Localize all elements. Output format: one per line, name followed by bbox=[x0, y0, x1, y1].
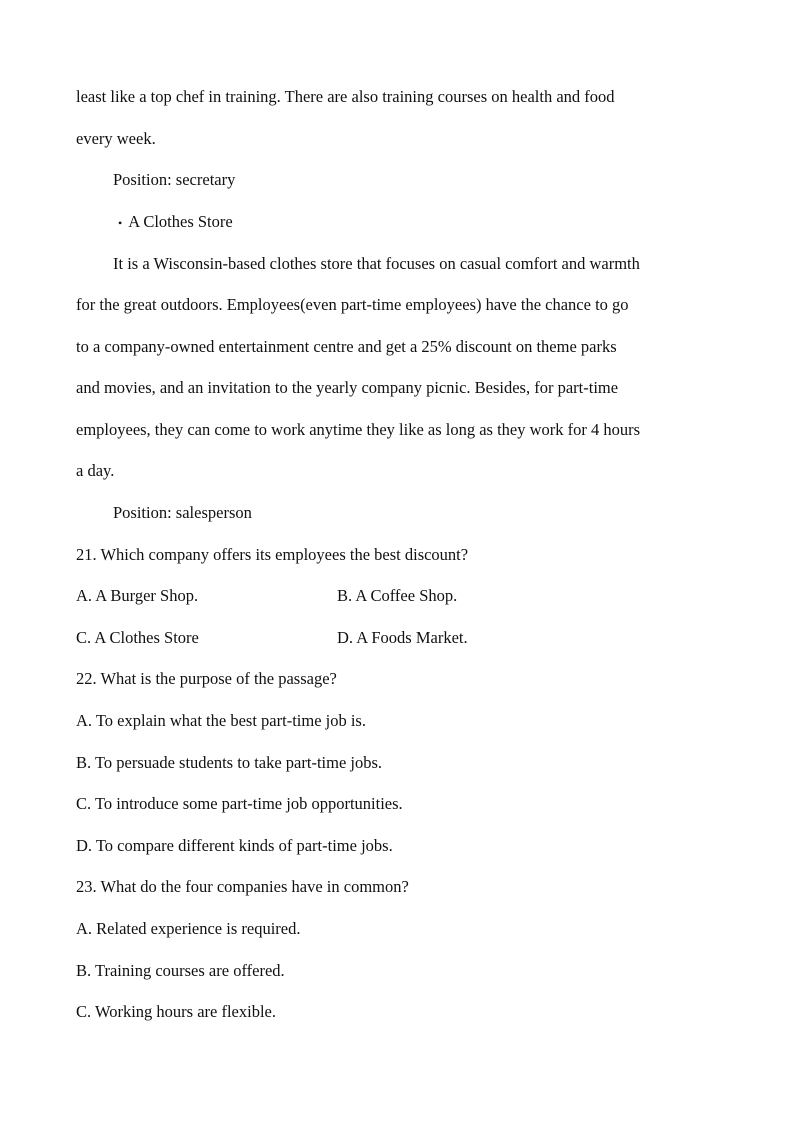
option-c: C. A Clothes Store bbox=[76, 628, 199, 647]
paragraph-line: employees, they can come to work anytime they like as long as they work for 4 hours bbox=[76, 420, 641, 439]
heading-text: A Clothes Store bbox=[128, 212, 233, 231]
section-heading bbox=[118, 212, 233, 233]
passage-line: least like a top chef in training. There are also training courses on health and food bbox=[76, 87, 615, 106]
paragraph-line: It is a Wisconsin-based clothes store that focuses on casual comfort and warmth bbox=[113, 254, 640, 273]
option-b: B. A Coffee Shop. bbox=[337, 586, 458, 605]
option-b: B. To persuade students to take part-time jobs. bbox=[76, 753, 383, 772]
question-stem: 21. Which company offers its employees the best discount? bbox=[76, 545, 469, 564]
question-stem: 23. What do the four companies have in common? bbox=[76, 877, 409, 896]
passage-line: every week. bbox=[76, 129, 156, 148]
option-d: D. To compare different kinds of part-time jobs. bbox=[76, 836, 393, 855]
question-stem: 22. What is the purpose of the passage? bbox=[76, 669, 337, 688]
option-d: D. A Foods Market. bbox=[337, 628, 468, 647]
option-c: C. To introduce some part-time job opportunities. bbox=[76, 794, 403, 813]
option-a: A. Related experience is required. bbox=[76, 919, 301, 938]
paragraph-line: a day. bbox=[76, 461, 115, 480]
option-a: A. To explain what the best part-time job is. bbox=[76, 711, 366, 730]
option-b: B. Training courses are offered. bbox=[76, 961, 285, 980]
paragraph-line: for the great outdoors. Employees(even part-time employees) have the chance to go bbox=[76, 295, 629, 314]
bullet-icon: • bbox=[118, 216, 123, 230]
option-c: C. Working hours are flexible. bbox=[76, 1002, 276, 1021]
paragraph-line: to a company-owned entertainment centre and get a 25% discount on theme parks bbox=[76, 337, 617, 356]
position-label: Position: secretary bbox=[113, 170, 236, 189]
position-label: Position: salesperson bbox=[113, 503, 252, 522]
paragraph-line: and movies, and an invitation to the yearly company picnic. Besides, for part-time bbox=[76, 378, 619, 397]
option-a: A. A Burger Shop. bbox=[76, 586, 199, 605]
